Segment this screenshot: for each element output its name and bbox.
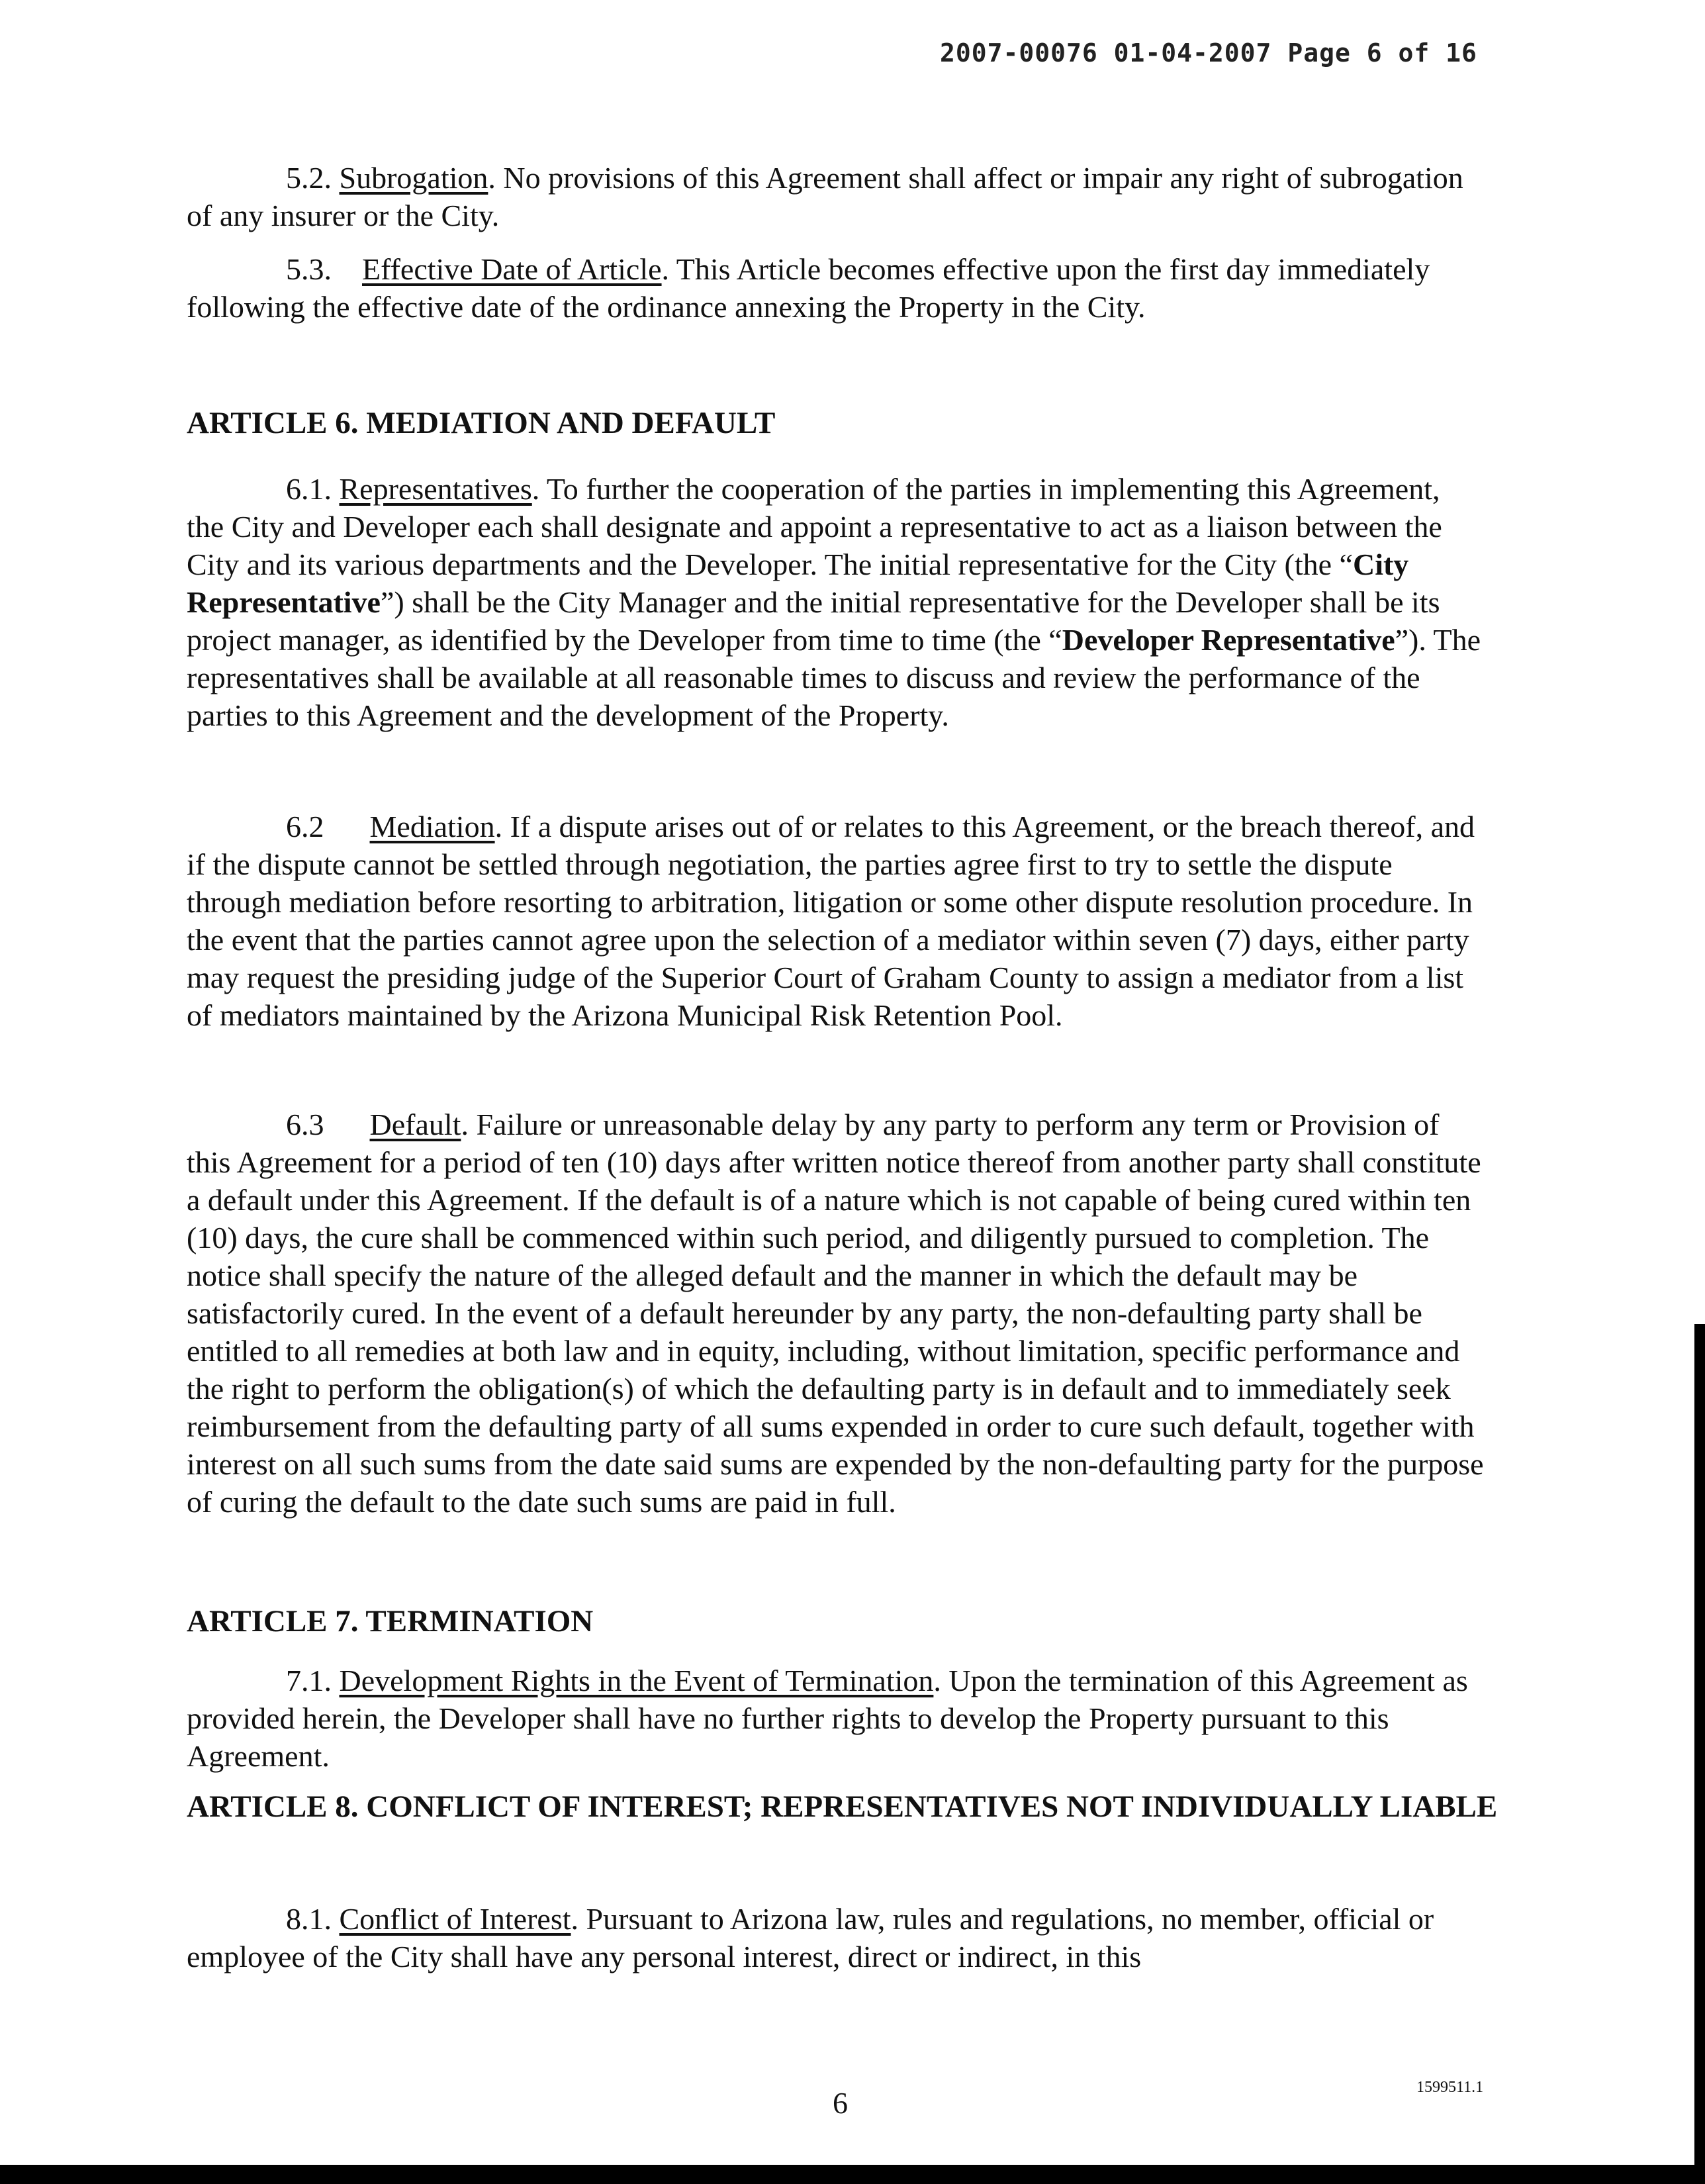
section-6-2 <box>187 808 1484 1034</box>
section-5-2 <box>187 159 1484 234</box>
filing-stamp: 2007-00076 01-04-2007 Page 6 of 16 <box>940 38 1477 68</box>
section-body: ”) shall be the City Manager and the initial representative for the Developer shall be its project manager, as identified by the Developer from time to time (the “ <box>187 585 1440 657</box>
section-number: 5.3. <box>286 252 332 286</box>
section-number: 7.1. <box>286 1664 332 1697</box>
section-body: . This Article becomes effective upon the first day immediately following the effective date of the ordinance annexing the Property in the City. <box>187 252 1430 324</box>
section-6-1 <box>187 470 1484 734</box>
section-body: . Pursuant to Arizona law, rules and regulations, no member, official or employee of the City shall have any personal interest, direct or indirect, in this <box>187 1902 1434 1973</box>
section-number: 6.3 <box>286 1108 324 1141</box>
section-body: . Failure or unreasonable delay by any party to perform any term or Provision of this Agreement for a period of ten (10) days after written notice thereof from another party shall constitute a default under this Agreement. If the default is of a nature which is not capable of being cured within ten (10) days, the cure shall be commenced within such period, and diligently pursued to completion. The notice shall specify the nature of the alleged default and the manner in which the default may be satisfactorily cured. In the event of a default hereunder by any party, the non-defaulting party shall be entitled to all remedies at both law and in equity, including, without limitation, specific performance and the right to perform the obligation(s) of which the defaulting party is in default and to immediately seek reimbursement from the defaulting party of all sums expended in order to cure such default, together with interest on all such sums from the date said sums are expended by the non-defaulting party for the purpose of curing the default to the date such sums are paid in full. <box>187 1108 1484 1519</box>
section-body: . Upon the termination of this Agreement as provided herein, the Developer shall have no further rights to develop the Property pursuant to this Agreement. <box>187 1664 1468 1773</box>
section-6-3 <box>187 1106 1484 1521</box>
scan-edge-right <box>1694 1324 1705 2184</box>
section-5-3 <box>187 250 1484 326</box>
section-body: ”). The representatives shall be available at all reasonable times to discuss and review the performance of the parties to this Agreement and the development of the Property. <box>187 623 1481 732</box>
document-code: 1599511.1 <box>1416 2079 1484 2096</box>
article-6-heading: ARTICLE 6. MEDIATION AND DEFAULT <box>187 406 776 440</box>
section-body: . To further the cooperation of the parties in implementing this Agreement, the City and Developer each shall designate and appoint a representative to act as a liaison between the City and its various departments and the Developer. The initial representative for the City (the “ <box>187 472 1442 581</box>
section-title: Development Rights in the Event of Termination <box>339 1664 934 1697</box>
section-body: . No provisions of this Agreement shall affect or impair any right of subrogation of any insurer or the City. <box>187 161 1463 232</box>
section-number: 6.1. <box>286 472 332 506</box>
section-number: 6.2 <box>286 810 324 843</box>
section-title: Effective Date of Article <box>362 252 662 286</box>
section-title: Subrogation <box>339 161 488 195</box>
section-7-1 <box>187 1662 1484 1775</box>
section-number: 5.2. <box>286 161 332 195</box>
section-8-1 <box>187 1900 1484 1975</box>
section-title: Representatives <box>339 472 532 506</box>
article-8-heading: ARTICLE 8. CONFLICT OF INTEREST; REPRESENTATIVES NOT INDIVIDUALLY LIABLE <box>187 1789 1498 1824</box>
page-number: 6 <box>833 2086 848 2120</box>
article-7-heading: ARTICLE 7. TERMINATION <box>187 1604 594 1638</box>
section-body: . If a dispute arises out of or relates to this Agreement, or the breach thereof, and if the dispute cannot be settled through negotiation, the parties agree first to try to settle the dispute through mediation before resorting to arbitration, litigation or some other dispute resolution procedure. In the event that the parties cannot agree upon the selection of a mediator within seven (7) days, either party may request the presiding judge of the Superior Court of Graham County to assign a mediator from a list of mediators maintained by the Arizona Municipal Risk Retention Pool. <box>187 810 1475 1032</box>
section-title: Conflict of Interest <box>339 1902 571 1936</box>
scan-edge-bottom <box>0 2165 1705 2184</box>
section-title: Mediation <box>369 810 495 843</box>
defined-term: City Representative <box>187 547 1409 619</box>
defined-term: Developer Representative <box>1062 623 1395 657</box>
section-number: 8.1. <box>286 1902 332 1936</box>
section-title: Default <box>369 1108 461 1141</box>
